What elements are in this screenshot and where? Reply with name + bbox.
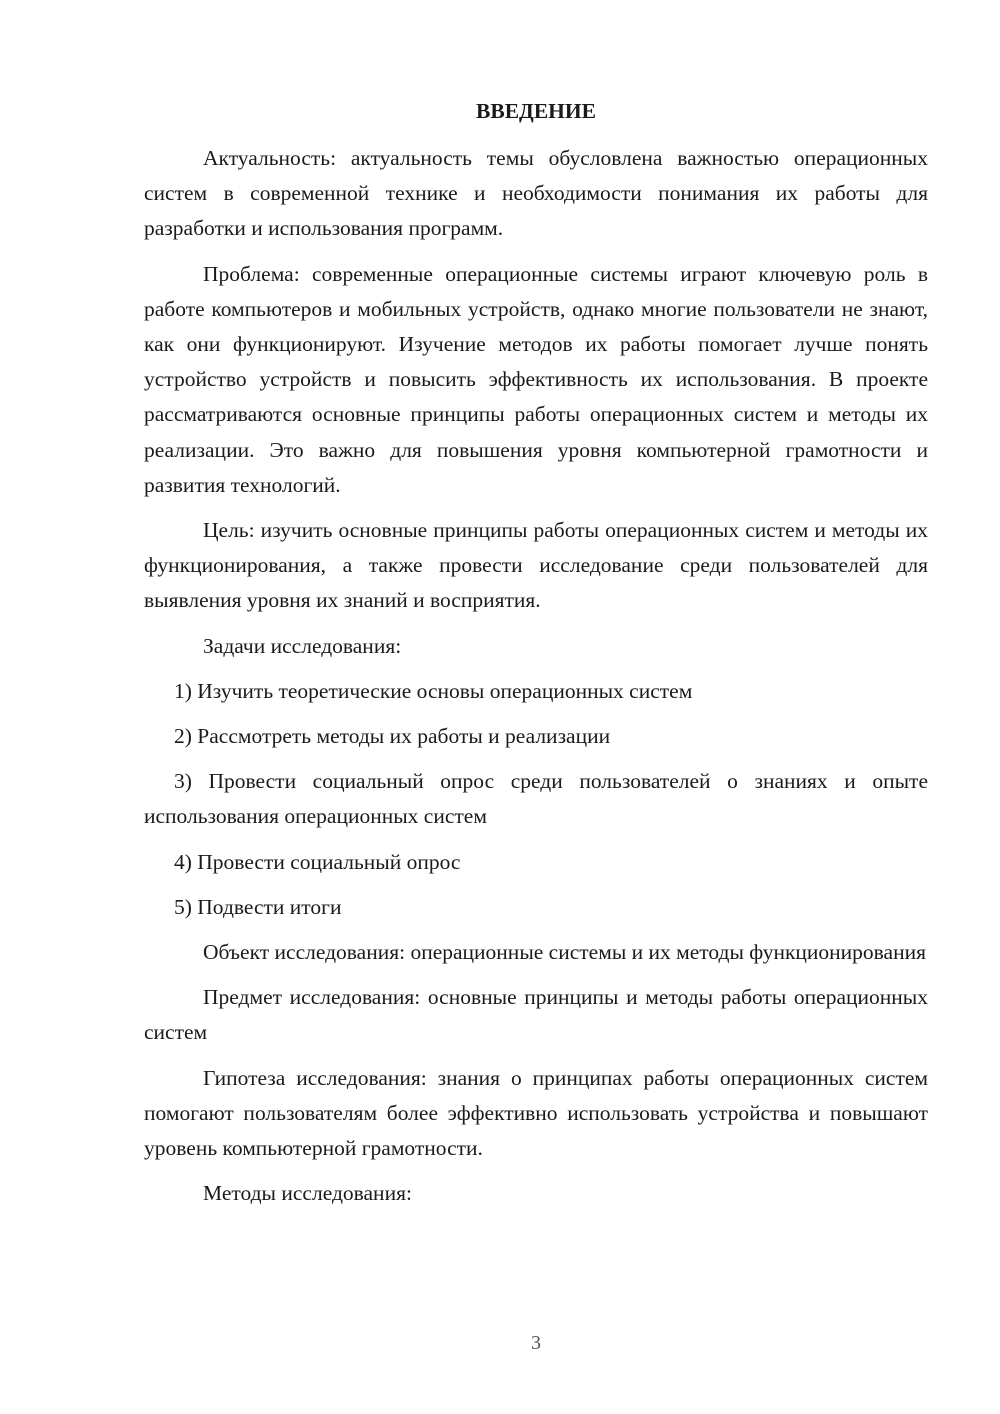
task-item-2: 2) Рассмотреть методы их работы и реализации (174, 724, 611, 749)
paragraph-hypothesis: Гипотеза исследования: знания о принципах работы операционных систем помогают пользователям более эффективно использовать устройства и повышают уровень компьютерной грамотности. (144, 1065, 928, 1161)
paragraph-relevance: Актуальность: актуальность темы обусловлена важностью операционных систем в современной технике и необходимости понимания их работы для разработки и использования программ. (144, 146, 928, 241)
paragraph-problem: Проблема: современные операционные системы играют ключевую роль в работе компьютеров и мобильных устройств, однако многие пользователи не знают, как они функционируют. Изучение методов их работы помогает лучше понять устройство устройств и повысить эффективность их использования. В проекте рассматриваются основные принципы работы операционных систем и методы их реализации. Это важно для повышения уровня компьютерной грамотности и развития технологий. (144, 261, 928, 497)
task-item-4: 4) Провести социальный опрос (174, 849, 461, 874)
paragraph-goal: Цель: изучить основные принципы работы операционных систем и методы их функционирования, а также провести исследование среди пользователей для выявления уровня их знаний и восприятия. (144, 518, 928, 613)
paragraph-tasks-heading: Задачи исследования: (203, 633, 402, 658)
paragraph-object: Объект исследования: операционные системы и их методы функционирования (203, 940, 926, 965)
document-page (144, 94, 928, 1221)
task-item-1: 1) Изучить теоретические основы операционных систем (174, 678, 693, 703)
page-number: 3 (531, 1332, 541, 1354)
task-item-5: 5) Подвести итоги (174, 894, 342, 919)
paragraph-subject: Предмет исследования: основные принципы и методы работы операционных систем (144, 985, 928, 1045)
task-item-3: 3) Провести социальный опрос среди пользователей о знаниях и опыте использования операционных систем (144, 769, 928, 829)
section-title: ВВЕДЕНИЕ (476, 99, 596, 123)
paragraph-methods: Методы исследования: (203, 1181, 412, 1206)
